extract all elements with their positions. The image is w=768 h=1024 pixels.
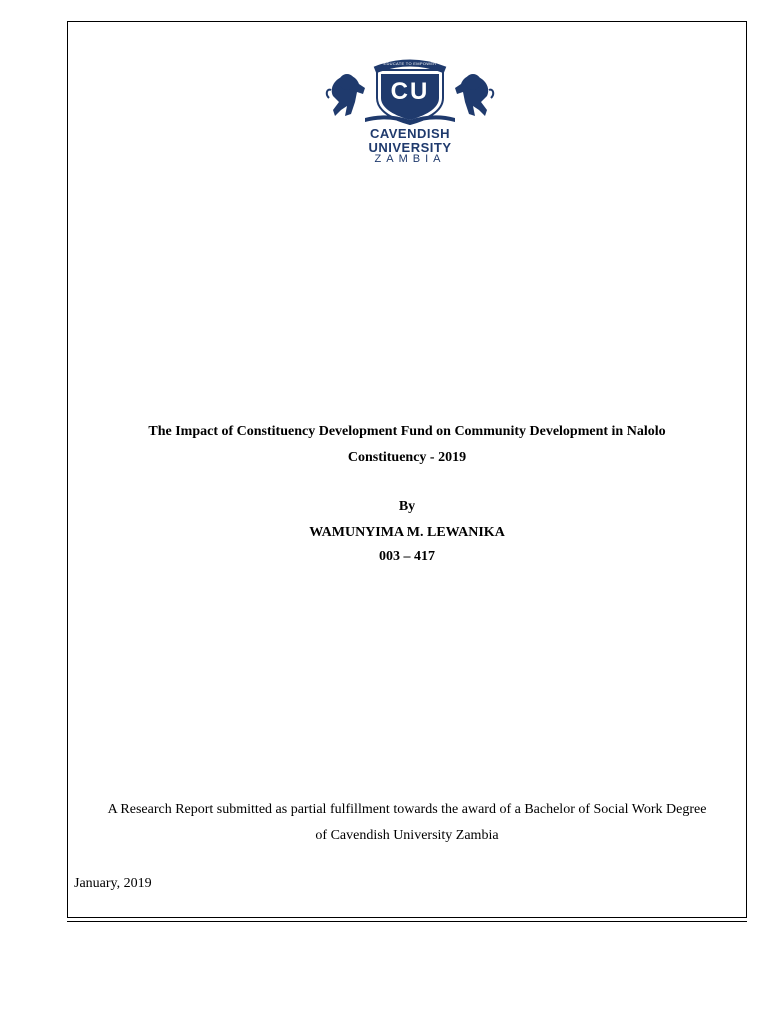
author-name: WAMUNYIMA M. LEWANIKA	[309, 525, 505, 540]
report-date: January, 2019	[74, 876, 152, 891]
page-border-double-line	[67, 921, 747, 922]
report-title-line2: Constituency - 2019	[347, 450, 467, 465]
report-title-line1: The Impact of Constituency Development Fund on Community Development in Nalolo	[148, 424, 666, 439]
submission-statement	[67, 797, 747, 849]
report-title	[67, 419, 747, 471]
logo-arc-text: EDUCATE TO EMPOWER	[383, 61, 437, 66]
logo-line-cavendish: CAVENDISH	[369, 126, 451, 141]
logo-monogram: CU	[390, 78, 430, 105]
university-logo	[325, 58, 495, 168]
by-label: By	[398, 499, 416, 514]
student-id: 003 – 417	[379, 549, 435, 564]
logo-line-university: UNIVERSITY	[368, 140, 452, 155]
logo-line-zambia: ZAMBIA	[374, 153, 446, 165]
submission-line1: A Research Report submitted as partial fulfillment towards the award of a Bachelor of Social Work Degree	[107, 802, 707, 817]
submission-line2: of Cavendish University Zambia	[315, 828, 499, 843]
